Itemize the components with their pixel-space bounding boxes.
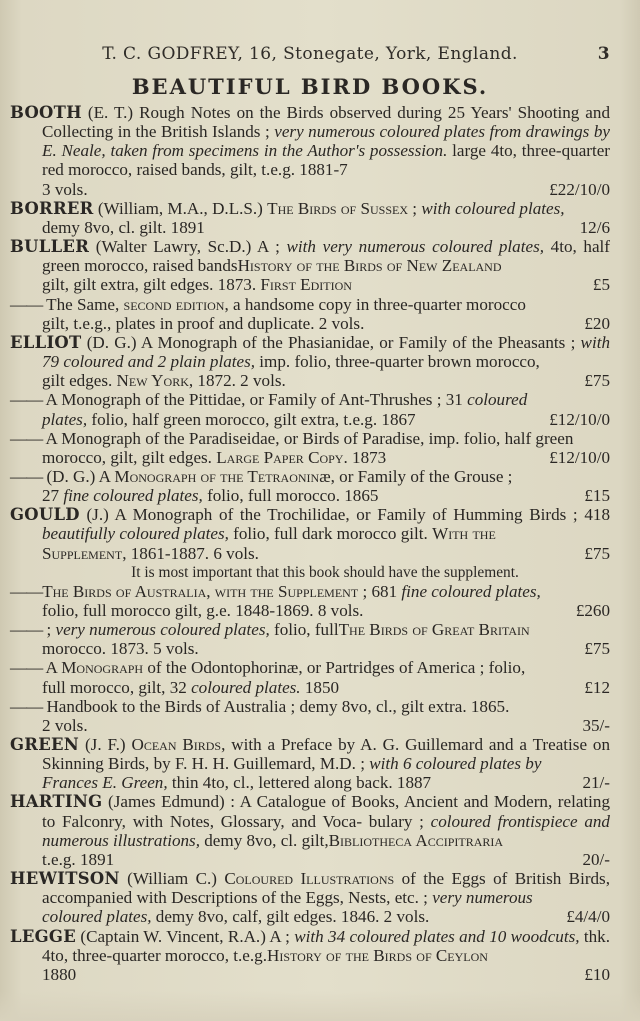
entry-price: £75 bbox=[584, 543, 610, 563]
entry-title-smallcaps: Monograph of the Tetraonin bbox=[114, 466, 320, 486]
entry-price: 21/- bbox=[582, 773, 610, 793]
entry-last-line bbox=[42, 639, 610, 658]
entry-italic: fine coloured plates, bbox=[63, 486, 203, 506]
entry-text: A Monograph of the Paradiseidae, or Birds of Paradise, imp. folio, half green bbox=[42, 428, 574, 448]
entry-italic: very numerous bbox=[432, 888, 533, 908]
entry-price: £15 bbox=[584, 486, 610, 506]
entry-text: A bbox=[42, 658, 62, 678]
entry-last-line bbox=[42, 850, 610, 869]
entry-text: (William C.) bbox=[119, 869, 225, 889]
entry-price: 12/6 bbox=[579, 217, 610, 237]
entry-text: 27 bbox=[42, 486, 64, 506]
entry-text: (J. F.) bbox=[79, 735, 132, 754]
entry-last-line bbox=[42, 965, 610, 984]
running-head-text: T. C. GODFREY, 16, Stonegate, York, England. bbox=[102, 44, 518, 64]
entry-italic: with very numerous coloured plates, bbox=[286, 237, 544, 257]
entry-text: morocco. 1873. 5 vols. bbox=[42, 639, 199, 659]
entry-author: BOOTH bbox=[10, 103, 82, 122]
entry-price: £4/4/0 bbox=[566, 907, 610, 927]
entry-price: £12/10/0 bbox=[549, 409, 610, 429]
catalogue-entry bbox=[10, 658, 610, 696]
entry-price: £5 bbox=[592, 275, 610, 295]
entry-title-smallcaps: The Birds of Sussex bbox=[267, 198, 409, 218]
entry-text: (D. G.) A bbox=[42, 466, 115, 486]
entry-last-line bbox=[42, 773, 610, 792]
entries-list bbox=[10, 103, 610, 563]
entry-text: 1850 bbox=[300, 677, 340, 697]
catalogue-entry bbox=[10, 582, 610, 620]
catalogue-entry bbox=[10, 927, 610, 984]
ditto-rule: —— bbox=[10, 658, 43, 678]
catalogue-entry bbox=[10, 103, 610, 199]
entry-text: 3 vols. bbox=[42, 179, 88, 199]
ditto-rule: —— bbox=[10, 428, 43, 448]
entry-last-line bbox=[42, 275, 610, 294]
entry-text: ; 681 bbox=[358, 581, 402, 601]
ditto-rule: —— bbox=[10, 581, 43, 601]
entry-italic: coloured plates. bbox=[191, 677, 301, 697]
ditto-rule: —— bbox=[10, 466, 43, 486]
entry-text: , a handsome copy in three-quarter morocco bbox=[224, 294, 526, 314]
entry-author: GREEN bbox=[10, 735, 80, 754]
entry-author: HARTING bbox=[10, 792, 103, 812]
entry-title-smallcaps: Ocean Birds bbox=[131, 735, 222, 754]
entry-text: , 1872. 2 vols. bbox=[188, 371, 286, 391]
entry-price: £10 bbox=[584, 964, 610, 984]
entry-text: ; bbox=[42, 620, 56, 640]
entry-last-line-text bbox=[42, 448, 386, 467]
entry-text: gilt, gilt extra, gilt edges. 1873. bbox=[42, 275, 261, 295]
entry-last-line-text bbox=[42, 371, 286, 390]
entry-last-line-text bbox=[42, 410, 416, 429]
entry-title-smallcaps: Monograph bbox=[61, 658, 144, 678]
catalogue-entry bbox=[10, 735, 610, 792]
entry-title-smallcaps: History of the Birds of Ceylon bbox=[266, 945, 488, 965]
entry-text: æ, or Family of the Grouse ; bbox=[319, 466, 513, 486]
entry-title-smallcaps: Supplement bbox=[42, 543, 123, 563]
catalogue-entry bbox=[10, 390, 610, 428]
ditto-rule: —— bbox=[10, 696, 43, 716]
entry-italic: with 79 coloured and 2 plain plates, bbox=[42, 332, 610, 372]
entry-last-line-text bbox=[42, 773, 431, 792]
entry-text: ; bbox=[275, 237, 287, 257]
entry-text: thin 4to, cl., lettered along back. 1887 bbox=[167, 773, 432, 793]
entry-text: , 1861-1887. 6 vols. bbox=[122, 543, 259, 563]
catalogue-entry bbox=[10, 697, 610, 735]
entry-italic: very numerous coloured plates, bbox=[55, 620, 270, 640]
entry-text: thk. 4to, three-quarter morocco, t.e.g. bbox=[42, 926, 610, 965]
entry-author: BORRER bbox=[10, 198, 94, 218]
page-title: BEAUTIFUL BIRD BOOKS. bbox=[131, 74, 489, 99]
entry-author: GOULD bbox=[10, 505, 80, 525]
entry-last-line bbox=[42, 601, 610, 620]
entry-last-line-text bbox=[42, 601, 363, 620]
supplement-note: It is most important that this book should have the supplement. bbox=[131, 563, 519, 581]
entry-last-line-text bbox=[42, 965, 76, 984]
entries-list-continued bbox=[10, 582, 610, 984]
entry-last-line bbox=[42, 716, 610, 735]
entry-text: folio, full bbox=[269, 620, 339, 640]
entry-italic: plates, bbox=[42, 409, 88, 429]
entry-last-line-text bbox=[42, 544, 259, 563]
entry-text: full morocco, gilt, 32 bbox=[42, 677, 192, 697]
entry-last-line-text bbox=[42, 180, 88, 199]
entry-text: t.e.g. 1891 bbox=[42, 849, 115, 869]
catalogue-entry bbox=[10, 620, 610, 658]
entry-title-smallcaps: Bibliotheca Accipitraria bbox=[328, 830, 504, 850]
catalogue-entry bbox=[10, 467, 610, 505]
entry-last-line bbox=[42, 678, 610, 697]
entry-text: folio, full dark morocco gilt. bbox=[228, 524, 433, 544]
entry-text: of the Odontophorinæ, or Partridges of America ; folio, bbox=[143, 658, 526, 678]
entry-text: 1880 bbox=[42, 964, 77, 984]
entry-text: (Walter Lawry, Sc.D.) A bbox=[89, 237, 276, 257]
page-number: 3 bbox=[597, 44, 610, 64]
entry-text: (D. G.) A Monograph of the Phasianidae, or Family of the Pheasants ; bbox=[81, 332, 581, 352]
entry-title-smallcaps: second edition bbox=[123, 294, 225, 314]
entry-text: morocco, gilt, gilt edges. bbox=[42, 447, 217, 467]
entry-text: : A Catalogue of Books, Ancient and Modern, relating to Falconry, with Notes, Glossary, and Voca- bulary ; bbox=[42, 792, 610, 831]
entry-italic: with 6 coloured plates by bbox=[369, 754, 542, 774]
entry-last-line bbox=[42, 218, 610, 237]
ditto-rule: —— bbox=[10, 620, 43, 640]
entry-italic: very numerous coloured plates from drawings by E. Neale, taken from specimens in the Author's possession. bbox=[42, 122, 610, 161]
entry-italic: beautifully coloured plates, bbox=[42, 524, 229, 544]
entry-text: ; bbox=[285, 926, 295, 946]
entry-price: £22/10/0 bbox=[549, 179, 610, 199]
entry-text: demy 8vo, calf, gilt edges. 1846. 2 vols. bbox=[151, 907, 430, 927]
running-head bbox=[10, 44, 610, 74]
entry-text: 2 vols. bbox=[42, 715, 88, 735]
catalogue-entry bbox=[10, 333, 610, 390]
entry-price: 20/- bbox=[582, 849, 610, 869]
entry-author: HEWITSON bbox=[10, 869, 120, 889]
entry-last-line bbox=[42, 180, 610, 199]
entry-text: , with a Preface by A. G. Guillemard and a Treatise on Skinning Birds, by F. H. H. Guillemard, M.D. ; bbox=[42, 735, 611, 774]
entry-last-line-text bbox=[42, 716, 88, 735]
entry-text: folio, full morocco. 1865 bbox=[202, 486, 379, 506]
entry-last-line bbox=[42, 486, 610, 505]
entry-title-smallcaps: The Birds of Australia, with the Supplement bbox=[42, 581, 359, 601]
entry-title-smallcaps: With the bbox=[432, 524, 496, 544]
entry-text: A Monograph of the Pittidae, or Family of Ant-Thrushes ; 31 bbox=[42, 390, 468, 410]
entry-text: gilt edges. bbox=[42, 371, 117, 391]
entry-title-smallcaps: Large Paper Copy bbox=[216, 447, 344, 467]
entry-title-smallcaps: The Birds of Great Britain bbox=[338, 620, 530, 640]
catalogue-entry bbox=[10, 237, 610, 294]
entry-last-line bbox=[42, 544, 610, 563]
entry-title-smallcaps: Coloured Illustrations bbox=[224, 869, 395, 889]
entry-author: ELLIOT bbox=[10, 332, 82, 352]
entry-text: (James Edmund) bbox=[102, 792, 231, 812]
entry-price: £75 bbox=[584, 371, 610, 391]
entry-last-line-text bbox=[42, 678, 339, 697]
entry-last-line bbox=[42, 371, 610, 390]
catalogue-entry bbox=[10, 199, 610, 237]
entry-last-line-text bbox=[42, 218, 205, 237]
entry-text: folio, full morocco gilt, g.e. 1848-1869. 8 vols. bbox=[42, 600, 364, 620]
entry-last-line-text bbox=[42, 850, 114, 869]
entry-last-line bbox=[42, 410, 610, 429]
entry-text: large 4to, three-quarter red morocco, raised bands, gilt, t.e.g. 1881-7 bbox=[42, 141, 611, 180]
entry-last-line-text bbox=[42, 907, 429, 926]
entry-text: imp. folio, three-quarter brown morocco, bbox=[255, 352, 540, 372]
entry-last-line bbox=[42, 907, 610, 926]
entry-text: (Captain W. Vincent, R.A.) A bbox=[76, 926, 286, 946]
entry-author: BULLER bbox=[10, 237, 90, 257]
entry-italic: coloured bbox=[467, 390, 528, 410]
entry-last-line-text bbox=[42, 275, 352, 294]
catalogue-entry bbox=[10, 869, 610, 926]
entry-text: folio, half green morocco, gilt extra, t.e.g. 1867 bbox=[87, 409, 416, 429]
entry-italic: fine coloured plates, bbox=[401, 581, 541, 601]
entry-price: £12 bbox=[584, 677, 610, 697]
entry-text: gilt, t.e.g., plates in proof and duplicate. 2 vols. bbox=[42, 313, 365, 333]
entry-text: . 1873 bbox=[343, 447, 387, 467]
catalogue-entry bbox=[10, 295, 610, 333]
catalogue-entry bbox=[10, 792, 610, 869]
entry-text: (William, M.A., D.L.S.) bbox=[93, 198, 268, 218]
entry-text: ; bbox=[408, 198, 422, 218]
catalogue-entry bbox=[10, 505, 610, 562]
ditto-rule: —— bbox=[10, 294, 43, 314]
entry-last-line bbox=[42, 314, 610, 333]
entry-text: Handbook to the Birds of Australia ; demy 8vo, cl., gilt extra. 1865. bbox=[42, 696, 510, 716]
entry-text: The Same, bbox=[42, 294, 124, 314]
entry-title-smallcaps: New York bbox=[116, 371, 189, 391]
entry-price: £20 bbox=[584, 313, 610, 333]
entry-price: £12/10/0 bbox=[549, 447, 610, 467]
entry-italic: with 34 coloured plates and 10 woodcuts, bbox=[294, 926, 580, 946]
entry-last-line-text bbox=[42, 639, 199, 658]
entry-text: demy 8vo, cl. gilt, bbox=[199, 830, 329, 850]
entry-text: demy 8vo, cl. gilt. 1891 bbox=[42, 217, 205, 237]
ditto-rule: —— bbox=[10, 390, 43, 410]
entry-last-line bbox=[42, 448, 610, 467]
entry-last-line-text bbox=[42, 486, 378, 505]
entry-price: £75 bbox=[584, 639, 610, 659]
entry-text: 4to, half green morocco, raised bands bbox=[42, 237, 610, 276]
entry-italic: with coloured plates, bbox=[421, 198, 565, 218]
entry-price: £260 bbox=[575, 600, 610, 620]
entry-italic: Frances E. Green, bbox=[42, 773, 168, 793]
entry-text: (E. T.) Rough Notes on the Birds observed during 25 Years' Shooting and Collecting in the British Islands ; bbox=[42, 103, 610, 142]
entry-italic: coloured plates, bbox=[42, 907, 152, 927]
entry-price: 35/- bbox=[582, 715, 610, 735]
catalogue-entry bbox=[10, 429, 610, 467]
entry-italic: coloured frontispiece and numerous illustrations, bbox=[42, 811, 610, 850]
entry-last-line-text bbox=[42, 314, 364, 333]
entry-text: of the Eggs of British Birds, accompanied with Descriptions of the Eggs, Nests, etc. ; bbox=[42, 869, 610, 908]
entry-author: LEGGE bbox=[10, 926, 77, 946]
entry-text: (J.) A Monograph of the Trochilidae, or Family of Humming Birds ; 418 bbox=[79, 505, 610, 525]
entry-title-smallcaps: First Edition bbox=[260, 275, 352, 295]
page-shadow bbox=[0, 991, 640, 1021]
entry-title-smallcaps: History of the Birds of New Zealand bbox=[237, 256, 502, 276]
